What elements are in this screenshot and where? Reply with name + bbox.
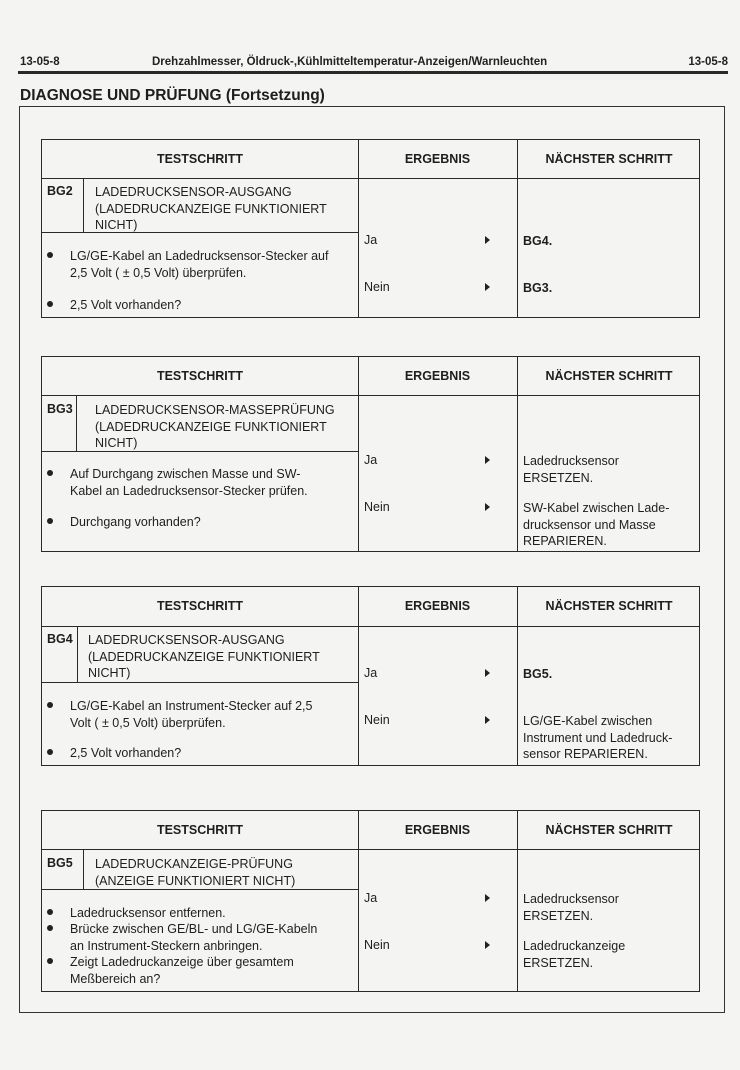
bullet-dot-icon [47,702,53,708]
result-yes: Ja [364,891,514,905]
arrow-right-icon [485,669,490,677]
result-yes: Ja [364,453,514,467]
bullet-dot-icon [47,925,53,931]
test-step-table-bg2: TESTSCHRITT ERGEBNIS NÄCHSTER SCHRITT BG2 LADEDRUCKSENSOR-AUSGANG (LADEDRUCKANZEIGE FUNKTIONIERT NICHT) LG/GE-Kabel an Ladedrucksensor-Stecker auf 2,5 Volt ( ± 0,5 Volt) überprüfen. 2,5 Volt vorhanden? Ja Nein BG4. BG3. [41,139,700,318]
bullet-dot-icon [47,909,53,915]
column-header-step: TESTSCHRITT [156,152,244,166]
next-step-no: LG/GE-Kabel zwischen Instrument und Ladedruck- sensor REPARIEREN. [523,714,673,761]
arrow-right-icon [485,503,490,511]
column-header-next: NÄCHSTER SCHRITT [545,823,673,837]
bullet-dot-icon [47,301,53,307]
header-rule [18,71,728,74]
step-title: LADEDRUCKANZEIGE-PRÜFUNG (ANZEIGE FUNKTIONIERT NICHT) [95,857,296,888]
bullet-dot-icon [47,518,53,524]
step-code: BG5 [47,856,73,870]
next-step-no: SW-Kabel zwischen Lade- drucksensor und Masse REPARIEREN. [523,501,670,548]
result-no: Nein [364,280,514,294]
column-header-step: TESTSCHRITT [156,369,244,383]
result-no: Nein [364,500,514,514]
step-code: BG2 [47,184,73,198]
step-code: BG4 [47,632,73,646]
step-title: LADEDRUCKSENSOR-AUSGANG (LADEDRUCKANZEIGE FUNKTIONIERT NICHT) [88,633,320,680]
result-no: Nein [364,938,514,952]
arrow-right-icon [485,716,490,724]
column-header-result: ERGEBNIS [404,823,471,837]
result-no: Nein [364,713,514,727]
bullet-dot-icon [47,958,53,964]
column-header-next: NÄCHSTER SCHRITT [545,599,673,613]
section-title: DIAGNOSE UND PRÜFUNG (Fortsetzung) [20,87,325,104]
arrow-right-icon [485,236,490,244]
column-header-result: ERGEBNIS [404,369,471,383]
column-header-next: NÄCHSTER SCHRITT [545,369,673,383]
step-title: LADEDRUCKSENSOR-MASSEPRÜFUNG (LADEDRUCKANZEIGE FUNKTIONIERT NICHT) [95,403,335,450]
next-step-no: Ladedruckanzeige ERSETZEN. [523,939,626,970]
next-step-yes: BG5. [523,667,553,681]
arrow-right-icon [485,894,490,902]
next-step-yes: BG4. [523,234,553,248]
test-step-table-bg5: TESTSCHRITT ERGEBNIS NÄCHSTER SCHRITT BG5 LADEDRUCKANZEIGE-PRÜFUNG (ANZEIGE FUNKTIONIERT NICHT) Ladedrucksensor entfernen. Brücke zwischen GE/BL- und LG/GE-Kabeln an Instrument-Steckern anbringen. Zeigt Ladedruckanzeige über gesamtem Meßbereich an? Ja Nein Ladedrucksensor ERSETZEN. Ladedruckanzeige ERSETZEN. [41,810,700,992]
arrow-right-icon [485,456,490,464]
bullet-dot-icon [47,749,53,755]
bullet-dot-icon [47,252,53,258]
arrow-right-icon [485,941,490,949]
next-step-no: BG3. [523,281,553,295]
step-title: LADEDRUCKSENSOR-AUSGANG (LADEDRUCKANZEIGE FUNKTIONIERT NICHT) [95,185,327,232]
chapter-title: Drehzahlmesser, Öldruck-,Kühlmitteltemperatur-Anzeigen/Warnleuchten [152,56,548,68]
next-step-yes: Ladedrucksensor ERSETZEN. [523,892,619,923]
column-header-next: NÄCHSTER SCHRITT [545,152,673,166]
bullet-dot-icon [47,470,53,476]
test-step-table-bg4: TESTSCHRITT ERGEBNIS NÄCHSTER SCHRITT BG4 LADEDRUCKSENSOR-AUSGANG (LADEDRUCKANZEIGE FUNKTIONIERT NICHT) LG/GE-Kabel an Instrument-Stecker auf 2,5 Volt ( ± 0,5 Volt) überprüfen. 2,5 Volt vorhanden? Ja Nein BG5. LG/GE-Kabel zwischen Instrument und Ladedruck- sensor REPARIEREN. [41,586,700,766]
next-step-yes: Ladedrucksensor ERSETZEN. [523,454,619,485]
page-number-right: 13-05-8 [688,56,728,68]
column-header-step: TESTSCHRITT [156,599,244,613]
result-yes: Ja [364,233,514,247]
test-step-table-bg3: TESTSCHRITT ERGEBNIS NÄCHSTER SCHRITT BG3 LADEDRUCKSENSOR-MASSEPRÜFUNG (LADEDRUCKANZEIGE FUNKTIONIERT NICHT) Auf Durchgang zwischen Masse und SW- Kabel an Ladedrucksensor-Stecker prüfen. Durchgang vorhanden? Ja Nein Ladedrucksensor ERSETZEN. SW-Kabel zwischen Lade- drucksensor und Masse REPARIEREN. [41,356,700,552]
page-number-left: 13-05-8 [20,56,60,68]
column-header-step: TESTSCHRITT [156,823,244,837]
arrow-right-icon [485,283,490,291]
column-header-result: ERGEBNIS [404,599,471,613]
column-header-result: ERGEBNIS [404,152,471,166]
step-code: BG3 [47,402,73,416]
result-yes: Ja [364,666,514,680]
